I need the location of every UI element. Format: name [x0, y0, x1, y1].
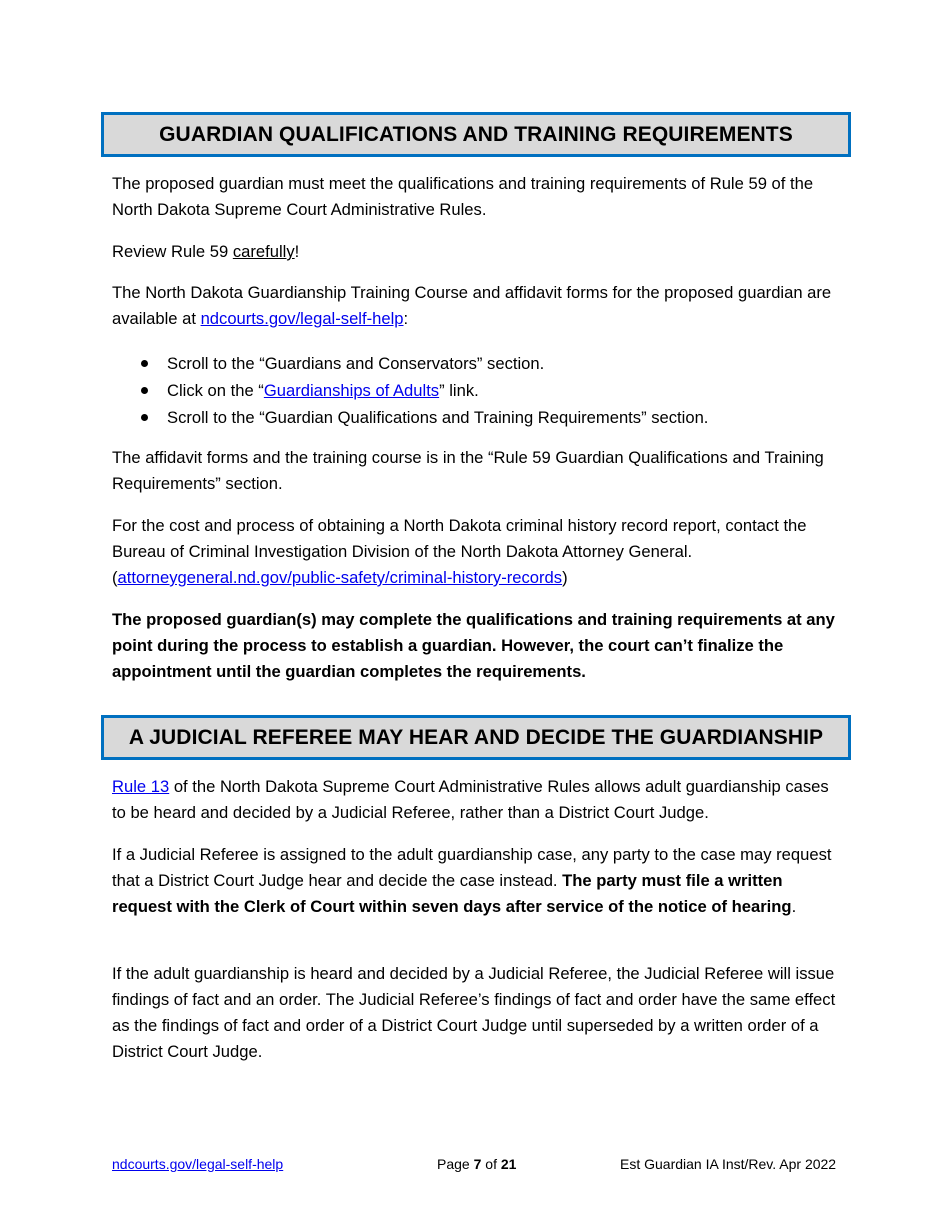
section-heading-judicial-referee — [101, 715, 851, 760]
paragraph-affidavit-forms: The affidavit forms and the training course is in the “Rule 59 Guardian Qualifications and Training Requirements” section. — [112, 448, 824, 493]
attorney-general-criminal-history-link[interactable]: attorneygeneral.nd.gov/public-safety/criminal-history-records — [117, 568, 563, 587]
bullet-icon — [141, 387, 148, 394]
footer-legal-self-help-link[interactable]: ndcourts.gov/legal-self-help — [112, 1156, 284, 1172]
list-item-text: Scroll to the “Guardian Qualifications and Training Requirements” section. — [167, 408, 709, 427]
paragraph-review-rule59 — [112, 239, 840, 265]
paragraph-request-judge — [112, 842, 840, 920]
text: ( — [112, 568, 118, 587]
paragraph-criminal-history — [112, 513, 840, 591]
text: ! — [294, 242, 300, 261]
paragraph-referee-findings: If the adult guardianship is heard and decided by a Judicial Referee, the Judicial Referee will issue findings of fact and an order. The Judicial Referee’s findings of fact and order have the same effect as the findings of fact and order of a District Court Judge until superseded by a written order of a District Court Judge. — [112, 964, 836, 1061]
guardianships-of-adults-link[interactable]: Guardianships of Adults — [263, 381, 440, 400]
text: : — [403, 309, 409, 328]
section-heading-text: GUARDIAN QUALIFICATIONS AND TRAINING REQUIREMENTS — [159, 122, 793, 146]
section-heading-guardian-qualifications — [101, 112, 851, 157]
text: For the cost and process of obtaining a North Dakota criminal history record report, contact the Bureau of Criminal Investigation Division of the North Dakota Attorney General. — [112, 516, 807, 561]
bold-text: The proposed guardian(s) may complete the qualifications and training requirements at any point during the process to establish a guardian. However, the court can’t finalize the appointment until the guardian completes the requirements. — [112, 610, 835, 681]
paragraph-bold-notice — [112, 607, 840, 685]
paragraph-rule59-intro: The proposed guardian must meet the qualifications and training requirements of Rule 59 of the North Dakota Supreme Court Administrative Rules. — [112, 174, 814, 219]
bullet-icon — [141, 414, 148, 421]
bold-text: The party must file a written request with the Clerk of Court within seven days after service of the notice of hearing — [112, 871, 792, 916]
bullet-icon — [141, 360, 148, 367]
text: of the North Dakota Supreme Court Administrative Rules allows adult guardianship cases to be heard and decided by a Judicial Referee, rather than a District Court Judge. — [112, 777, 829, 822]
current-page: 7 — [473, 1156, 482, 1172]
page-number — [437, 1154, 516, 1174]
list-item — [112, 404, 840, 431]
paragraph-training-course — [112, 280, 840, 332]
list-item — [112, 377, 840, 404]
text: of — [481, 1156, 501, 1172]
paragraph-rule13 — [112, 774, 840, 826]
list-item — [112, 350, 840, 377]
text: The North Dakota Guardianship Training Course and affidavit forms for the proposed guardian are available at — [112, 283, 832, 328]
list-item-text: Scroll to the “Guardians and Conservators” section. — [167, 354, 545, 373]
instructions-list — [112, 350, 840, 431]
footer-left — [112, 1154, 283, 1174]
list-item-text: Click on the “ — [167, 381, 264, 400]
total-pages: 21 — [500, 1156, 517, 1172]
text: . — [791, 897, 797, 916]
text: ) — [562, 568, 568, 587]
revision-label: Est Guardian IA Inst/Rev. Apr 2022 — [620, 1156, 837, 1172]
text: Review Rule 59 — [112, 242, 233, 261]
ndcourts-legal-self-help-link[interactable]: ndcourts.gov/legal-self-help — [200, 309, 404, 328]
text: Page — [437, 1156, 474, 1172]
text: If a Judicial Referee is assigned to the adult guardianship case, any party to the case may request that a District Court Judge hear and decide the case instead. — [112, 845, 832, 890]
rule-13-link[interactable]: Rule 13 — [112, 777, 170, 796]
section-heading-text: A JUDICIAL REFEREE MAY HEAR AND DECIDE THE GUARDIANSHIP — [128, 725, 824, 749]
list-item-text: ” link. — [439, 381, 479, 400]
underlined-carefully: carefully — [232, 242, 295, 261]
